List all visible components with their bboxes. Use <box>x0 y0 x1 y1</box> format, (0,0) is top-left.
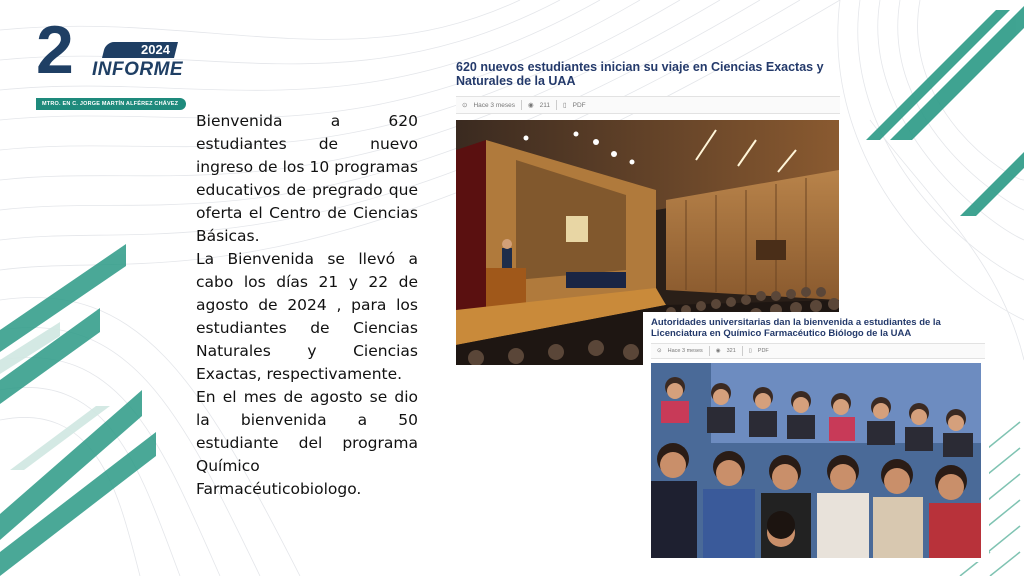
divider <box>521 100 522 110</box>
article-time: Hace 3 meses <box>473 101 515 109</box>
paragraph-welcome: Bienvenida a 620 estudiantes de nuevo ingreso de los 10 programas educativos de pregrado que oferta el Centro de Ciencias Básicas. <box>196 112 418 245</box>
paragraph-august: En el mes de agosto se dio la bienvenida a 50 estudiante del programa Químico Farmacéuticobiologo. <box>196 388 418 498</box>
body-text <box>196 110 418 501</box>
article-title[interactable]: Autoridades universitarias dan la bienvenida a estudiantes de la Licenciatura en Químico Farmacéutico Biólogo de la UAA <box>651 317 941 339</box>
article-meta <box>651 343 985 359</box>
article-time: Hace 3 meses <box>667 348 703 354</box>
clock-icon: ⊙ <box>657 348 662 354</box>
eye-icon: ◉ <box>528 102 534 109</box>
logo-year: 2024 <box>102 42 178 58</box>
clock-icon: ⊙ <box>462 102 468 109</box>
logo-subtitle: MTRO. EN C. JORGE MARTÍN ALFÉREZ CHÁVEZ <box>36 98 186 110</box>
pdf-icon[interactable]: ▯ <box>563 102 567 109</box>
article-views: 211 <box>539 101 551 109</box>
logo-word: INFORME <box>92 59 184 80</box>
article-meta <box>456 96 840 114</box>
article-title[interactable]: 620 nuevos estudiantes inician su viaje en Ciencias Exactas y Naturales de la UAA <box>456 60 824 88</box>
informe-logo <box>36 12 188 114</box>
article-views: 321 <box>726 348 736 354</box>
eye-icon: ◉ <box>715 348 721 354</box>
article-card-qfb <box>643 312 989 562</box>
students-photo <box>651 363 981 558</box>
divider <box>709 346 710 356</box>
divider <box>742 346 743 356</box>
pdf-icon[interactable]: ▯ <box>748 348 752 354</box>
pdf-link[interactable]: PDF <box>572 101 586 109</box>
logo-number: 2 <box>36 12 74 88</box>
pdf-link[interactable]: PDF <box>757 348 769 354</box>
paragraph-dates: La Bienvenida se llevó a cabo los días 21 y 22 de agosto de 2024 , para los estudiantes de Ciencias Naturales y Ciencias Exactas, respectivamente. <box>196 250 418 383</box>
divider <box>556 100 557 110</box>
